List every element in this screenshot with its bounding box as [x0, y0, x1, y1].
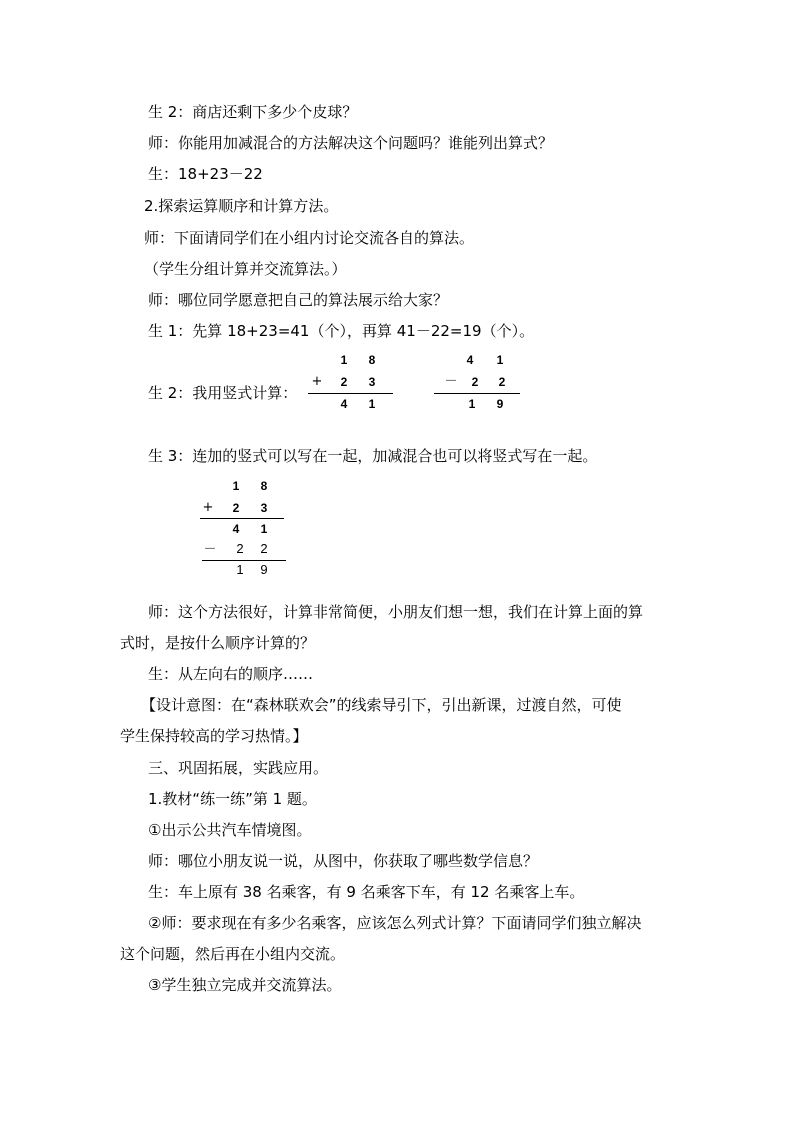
text-line: 生：18+23－22 [148, 165, 263, 183]
text-line: 生 1：先算 18+23=41（个），再算 41－22=19（个）。 [148, 322, 535, 340]
digit: 4 [340, 397, 348, 411]
digit: 1 [236, 562, 244, 577]
vertical-combined [196, 474, 292, 584]
text-line: ②师：要求现在有多少名乘客，应该怎么列式计算？下面请同学们独立解决 [148, 914, 642, 932]
digit: 9 [260, 562, 268, 577]
digit: 1 [368, 397, 376, 411]
digit: 2 [260, 541, 268, 556]
text-line: 学生保持较高的学习热情。】 [120, 727, 308, 745]
text-line: 生：从左向右的顺序…… [148, 665, 314, 683]
text-line: 师：你能用加减混合的方法解决这个问题吗？谁能列出算式？ [148, 134, 554, 152]
digit: 8 [368, 353, 376, 367]
digit: 9 [496, 397, 504, 411]
digit: 1 [260, 522, 268, 536]
text-line: 师：哪位同学愿意把自己的算法展示给大家？ [148, 291, 449, 309]
digit: 2 [340, 375, 348, 389]
digit: 1 [232, 479, 240, 493]
text-line: ③学生独立完成并交流算法。 [148, 976, 342, 994]
text-line: 生：车上原有 38 名乘客，有 9 名乘客下车，有 12 名乘客上车。 [148, 883, 585, 901]
text-line: 师：下面请同学们在小组内讨论交流各自的算法。 [144, 229, 475, 247]
digit: 1 [340, 353, 348, 367]
minus-operator: － [444, 374, 458, 389]
text-line: 1.教材“练一练”第 1 题。 [148, 790, 317, 808]
digit: 8 [260, 479, 268, 493]
text-line: 师：哪位小朋友说一说，从图中，你获取了哪些数学信息？ [148, 852, 539, 870]
digit: 2 [236, 541, 244, 556]
digit: 3 [368, 375, 376, 389]
digit: 1 [496, 353, 504, 367]
vertical-addition [300, 350, 395, 410]
plus-operator: + [311, 374, 323, 389]
text-line: 【设计意图：在“森林联欢会”的线索导引下，引出新课，过渡自然，可使 [141, 696, 622, 714]
text-line: 生 3：连加的竖式可以写在一起，加减混合也可以将竖式写在一起。 [148, 447, 598, 465]
digit: 2 [232, 501, 240, 515]
text-line: ①出示公共汽车情境图。 [148, 821, 312, 839]
text-line: 式时，是按什么顺序计算的？ [120, 634, 316, 652]
digit: 3 [260, 501, 268, 515]
text-line: 生 2：商店还剩下多少个皮球？ [148, 103, 358, 121]
digit: 4 [466, 353, 474, 367]
difference-line [202, 560, 286, 561]
sum-line [308, 393, 393, 394]
digit: 4 [232, 522, 240, 536]
plus-operator: + [202, 500, 214, 515]
section-heading: 三、巩固拓展，实践应用。 [148, 759, 329, 777]
vertical-subtraction [432, 350, 522, 410]
minus-operator: － [203, 542, 217, 557]
text-line: 这个问题，然后再在小组内交流。 [120, 945, 346, 963]
digit: 1 [468, 397, 476, 411]
digit: 2 [498, 375, 506, 389]
difference-line [434, 393, 520, 394]
text-line: 生 2：我用竖式计算： [148, 384, 298, 402]
text-line: （学生分组计算并交流算法。） [144, 260, 347, 278]
digit: 2 [471, 375, 479, 389]
text-line: 2.探索运算顺序和计算方法。 [144, 197, 339, 215]
text-line: 师：这个方法很好，计算非常简便，小朋友们想一想，我们在计算上面的算 [148, 603, 644, 621]
sum-line [200, 518, 284, 519]
